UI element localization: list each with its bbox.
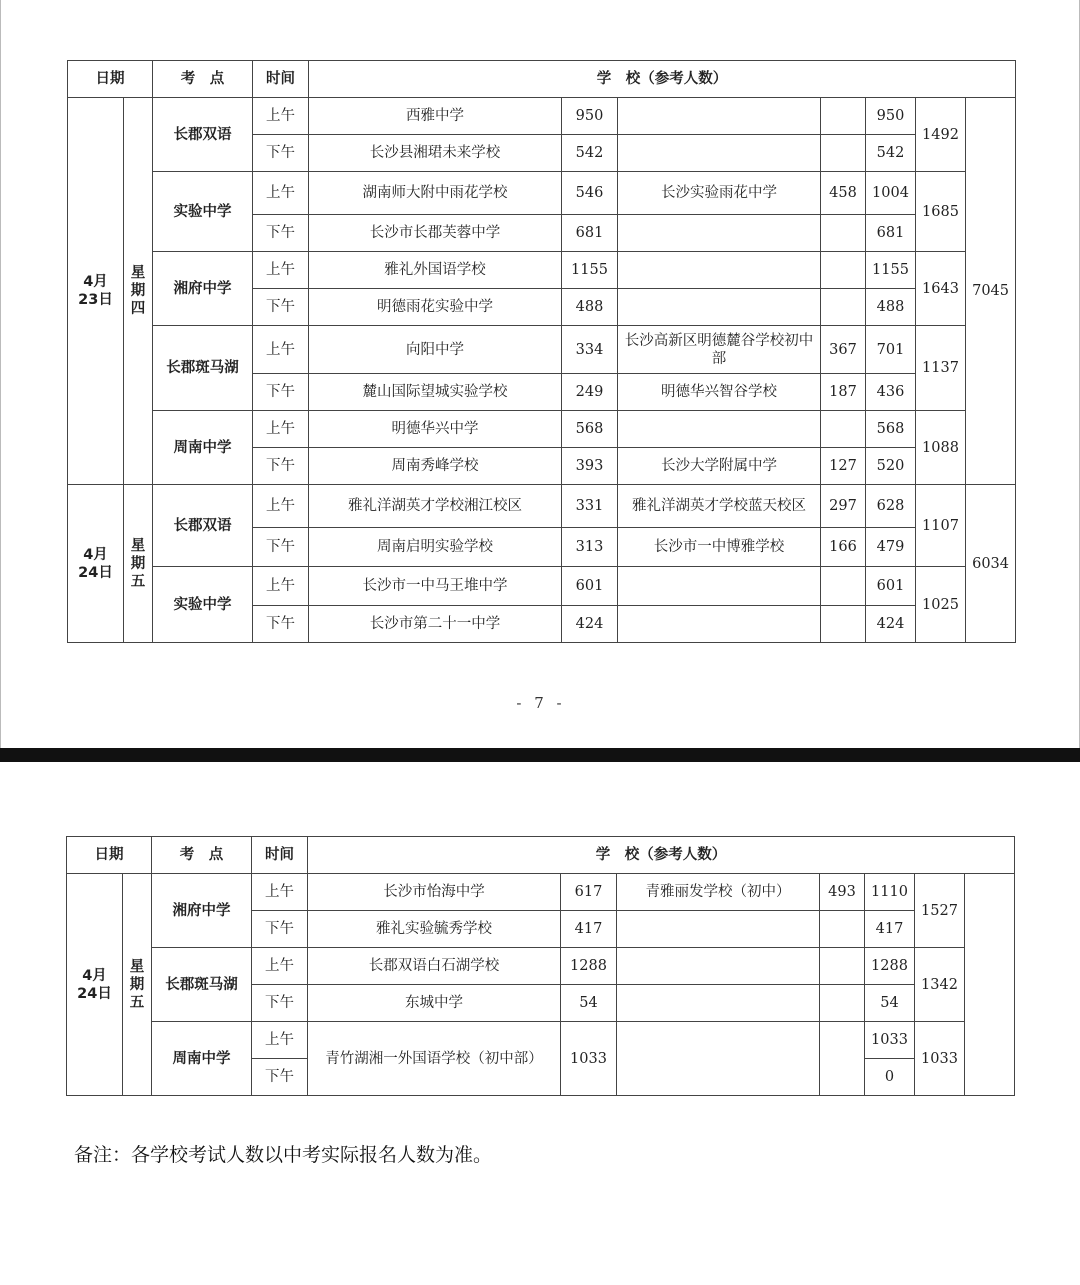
time-cell: 下午: [252, 985, 308, 1022]
count-cell: [821, 135, 866, 172]
school-cell: 长郡双语白石湖学校: [308, 948, 561, 985]
session-total-cell: 520: [866, 448, 916, 485]
count-cell: 458: [821, 172, 866, 215]
site-total-cell: 1342: [915, 948, 965, 1022]
school-cell: 雅礼洋湖英才学校蓝天校区: [618, 485, 821, 528]
schedule-table-1: [67, 60, 1016, 643]
count-cell: 568: [562, 411, 618, 448]
school-cell: 长沙市一中博雅学校: [618, 528, 821, 567]
count-cell: 1288: [561, 948, 617, 985]
time-cell: 下午: [252, 911, 308, 948]
count-cell: 424: [562, 606, 618, 643]
session-total-cell: 479: [866, 528, 916, 567]
session-total-cell: 1033: [865, 1022, 915, 1059]
school-cell: [617, 948, 820, 985]
time-cell: 下午: [253, 374, 309, 411]
school-cell: 东城中学: [308, 985, 561, 1022]
footnote: 备注：各学校考试人数以中考实际报名人数为准。: [74, 1144, 493, 1166]
session-total-cell: 1110: [865, 874, 915, 911]
site-cell: 长郡斑马湖: [153, 326, 253, 411]
school-cell: 青竹湖湘一外国语学校（初中部）: [308, 1022, 561, 1096]
header-date: 日期: [68, 61, 153, 98]
count-cell: 54: [561, 985, 617, 1022]
site-cell: 长郡斑马湖: [152, 948, 252, 1022]
time-cell: 上午: [252, 1022, 308, 1059]
school-cell: [618, 215, 821, 252]
weekday-cell: 星 期 五: [123, 874, 152, 1096]
time-cell: 上午: [252, 948, 308, 985]
count-cell: 681: [562, 215, 618, 252]
table-row: [67, 874, 1015, 911]
session-total-cell: 701: [866, 326, 916, 374]
header-site: 考 点: [153, 61, 253, 98]
count-cell: [820, 985, 865, 1022]
count-cell: 334: [562, 326, 618, 374]
school-cell: 明德华兴中学: [309, 411, 562, 448]
count-cell: [821, 289, 866, 326]
school-cell: 明德雨花实验中学: [309, 289, 562, 326]
count-cell: 417: [561, 911, 617, 948]
school-cell: [617, 985, 820, 1022]
time-cell: 上午: [253, 252, 309, 289]
school-cell: 雅礼外国语学校: [309, 252, 562, 289]
header-site: 考 点: [152, 837, 252, 874]
time-cell: 上午: [253, 326, 309, 374]
time-cell: 下午: [253, 215, 309, 252]
school-cell: [618, 567, 821, 606]
session-total-cell: 568: [866, 411, 916, 448]
count-cell: [820, 911, 865, 948]
header-schools: 学 校（参考人数）: [309, 61, 1016, 98]
table-row: [68, 172, 1016, 215]
time-cell: 下午: [253, 606, 309, 643]
site-total-cell: 1643: [916, 252, 966, 326]
count-cell: 493: [820, 874, 865, 911]
header-row: [67, 837, 1015, 874]
count-cell: [821, 567, 866, 606]
table-row: [68, 485, 1016, 528]
time-cell: 上午: [253, 485, 309, 528]
date-cell: 4月 24日: [68, 485, 124, 643]
count-cell: [821, 252, 866, 289]
time-cell: 下午: [253, 528, 309, 567]
session-total-cell: 542: [866, 135, 916, 172]
school-cell: 麓山国际望城实验学校: [309, 374, 562, 411]
site-total-cell: 1088: [916, 411, 966, 485]
weekday-cell: 星 期 五: [124, 485, 153, 643]
school-cell: 长沙实验雨花中学: [618, 172, 821, 215]
count-cell: [821, 98, 866, 135]
school-cell: 长沙高新区明德麓谷学校初中部: [618, 326, 821, 374]
count-cell: [820, 948, 865, 985]
site-cell: 实验中学: [153, 172, 253, 252]
school-cell: 雅礼实验毓秀学校: [308, 911, 561, 948]
session-total-cell: 488: [866, 289, 916, 326]
count-cell: 127: [821, 448, 866, 485]
session-total-cell: 1155: [866, 252, 916, 289]
count-cell: [821, 606, 866, 643]
school-cell: [617, 911, 820, 948]
count-cell: [821, 411, 866, 448]
time-cell: 下午: [253, 289, 309, 326]
weekday-cell: 星 期 四: [124, 98, 153, 485]
session-total-cell: 424: [866, 606, 916, 643]
count-cell: [820, 1022, 865, 1096]
site-total-cell: 1685: [916, 172, 966, 252]
session-total-cell: 417: [865, 911, 915, 948]
session-total-cell: 54: [865, 985, 915, 1022]
day-total-cell: 7045: [966, 98, 1016, 485]
count-cell: 546: [562, 172, 618, 215]
table-row: [68, 252, 1016, 289]
count-cell: 1033: [561, 1022, 617, 1096]
school-cell: 向阳中学: [309, 326, 562, 374]
site-cell: 长郡双语: [153, 98, 253, 172]
count-cell: 950: [562, 98, 618, 135]
session-total-cell: 436: [866, 374, 916, 411]
count-cell: 331: [562, 485, 618, 528]
day-total-cell: [965, 874, 1015, 1096]
school-cell: 青雅丽发学校（初中）: [617, 874, 820, 911]
count-cell: [821, 215, 866, 252]
session-total-cell: 1288: [865, 948, 915, 985]
school-cell: 周南启明实验学校: [309, 528, 562, 567]
site-cell: 湘府中学: [153, 252, 253, 326]
time-cell: 下午: [253, 135, 309, 172]
school-cell: [618, 411, 821, 448]
school-cell: 明德华兴智谷学校: [618, 374, 821, 411]
session-total-cell: 0: [865, 1059, 915, 1096]
count-cell: 488: [562, 289, 618, 326]
school-cell: [618, 289, 821, 326]
page-number: - 7 -: [516, 694, 566, 712]
table-row: [68, 567, 1016, 606]
school-cell: 长沙市第二十一中学: [309, 606, 562, 643]
schedule-table-2: [66, 836, 1015, 1096]
header-time: 时间: [253, 61, 309, 98]
site-cell: 长郡双语: [153, 485, 253, 567]
school-cell: 雅礼洋湖英才学校湘江校区: [309, 485, 562, 528]
school-cell: [618, 135, 821, 172]
count-cell: 601: [562, 567, 618, 606]
session-total-cell: 950: [866, 98, 916, 135]
count-cell: 313: [562, 528, 618, 567]
site-total-cell: 1527: [915, 874, 965, 948]
school-cell: [618, 252, 821, 289]
school-cell: 长沙县湘珺未来学校: [309, 135, 562, 172]
school-cell: 长沙市怡海中学: [308, 874, 561, 911]
site-cell: 周南中学: [153, 411, 253, 485]
site-cell: 湘府中学: [152, 874, 252, 948]
header-row: [68, 61, 1016, 98]
time-cell: 上午: [252, 874, 308, 911]
time-cell: 上午: [253, 411, 309, 448]
school-cell: 西雅中学: [309, 98, 562, 135]
count-cell: 297: [821, 485, 866, 528]
school-cell: 长沙市长郡芙蓉中学: [309, 215, 562, 252]
count-cell: 249: [562, 374, 618, 411]
site-cell: 周南中学: [152, 1022, 252, 1096]
day-total-cell: 6034: [966, 485, 1016, 643]
date-cell: 4月 23日: [68, 98, 124, 485]
time-cell: 上午: [253, 172, 309, 215]
count-cell: 166: [821, 528, 866, 567]
school-cell: 湖南师大附中雨花学校: [309, 172, 562, 215]
table-row: [68, 411, 1016, 448]
count-cell: 367: [821, 326, 866, 374]
page-divider: [0, 748, 1080, 762]
table-row: [68, 98, 1016, 135]
time-cell: 下午: [253, 448, 309, 485]
count-cell: 542: [562, 135, 618, 172]
table-row: [68, 326, 1016, 374]
session-total-cell: 681: [866, 215, 916, 252]
count-cell: 187: [821, 374, 866, 411]
school-cell: [618, 606, 821, 643]
session-total-cell: 1004: [866, 172, 916, 215]
school-cell: [618, 98, 821, 135]
school-cell: 周南秀峰学校: [309, 448, 562, 485]
table-row: [67, 948, 1015, 985]
count-cell: 1155: [562, 252, 618, 289]
school-cell: [617, 1022, 820, 1096]
time-cell: 上午: [253, 98, 309, 135]
count-cell: 617: [561, 874, 617, 911]
site-total-cell: 1107: [916, 485, 966, 567]
time-cell: 上午: [253, 567, 309, 606]
site-cell: 实验中学: [153, 567, 253, 643]
header-time: 时间: [252, 837, 308, 874]
session-total-cell: 601: [866, 567, 916, 606]
site-total-cell: 1492: [916, 98, 966, 172]
header-date: 日期: [67, 837, 152, 874]
table-row: [67, 1022, 1015, 1059]
site-total-cell: 1033: [915, 1022, 965, 1096]
time-cell: 下午: [252, 1059, 308, 1096]
session-total-cell: 628: [866, 485, 916, 528]
header-schools: 学 校（参考人数）: [308, 837, 1015, 874]
site-total-cell: 1137: [916, 326, 966, 411]
count-cell: 393: [562, 448, 618, 485]
site-total-cell: 1025: [916, 567, 966, 643]
school-cell: 长沙大学附属中学: [618, 448, 821, 485]
date-cell: 4月 24日: [67, 874, 123, 1096]
school-cell: 长沙市一中马王堆中学: [309, 567, 562, 606]
